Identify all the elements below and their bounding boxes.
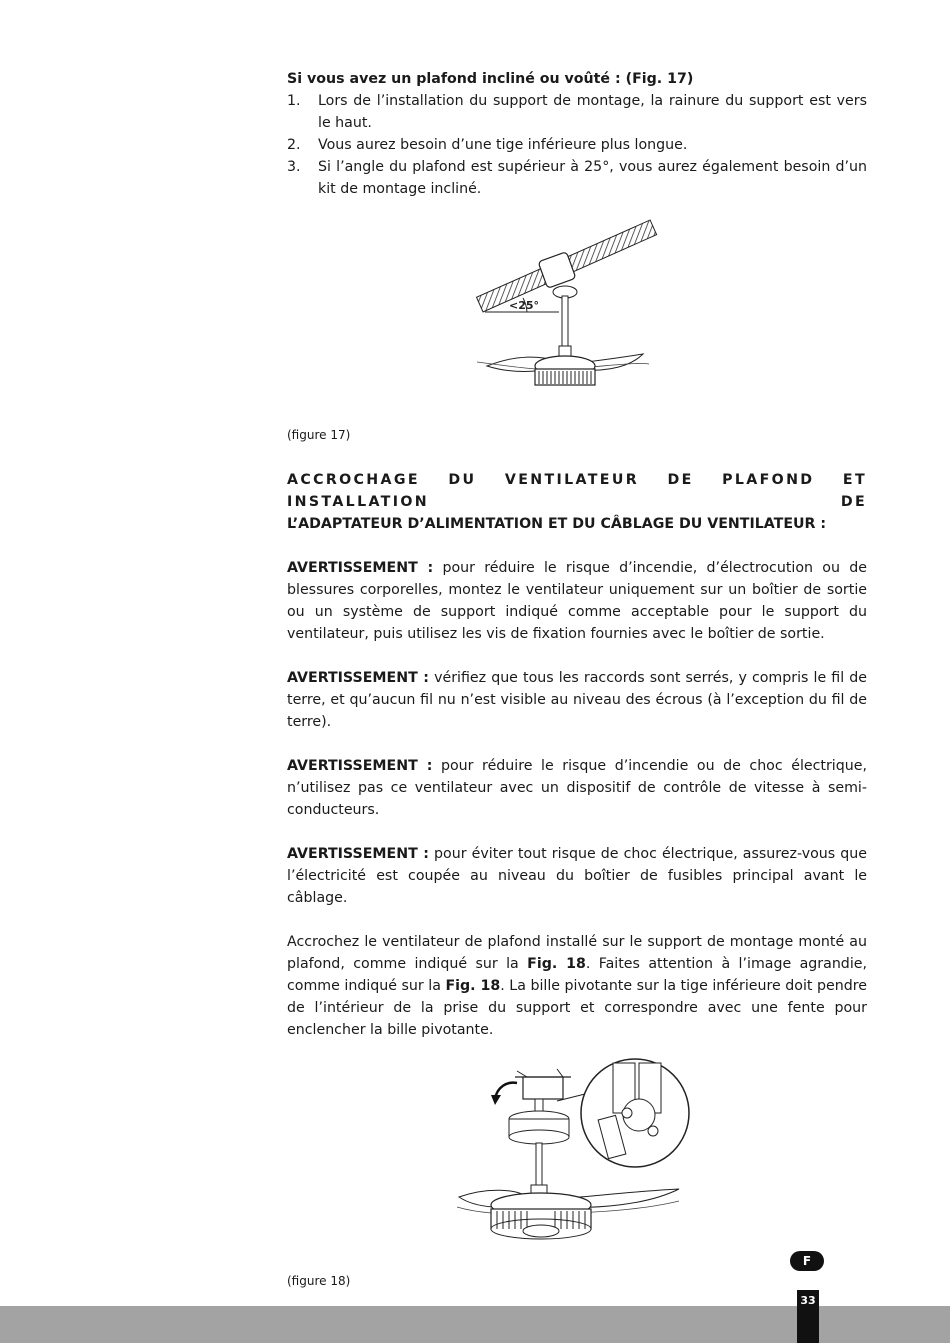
warning-paragraph: AVERTISSEMENT : pour éviter tout risque de choc électrique, assurez-vous que l’électricité est coupée au niveau du boîtier de fusibles principal avant le câblage. <box>287 846 867 906</box>
page-number: 33 <box>797 1290 819 1343</box>
list-item: 2. Vous aurez besoin d’une tige inférieure plus longue. <box>287 137 688 153</box>
steps-list <box>287 90 867 200</box>
section-heading: ACCROCHAGE DU VENTILATEUR DE PLAFOND ET INSTALLATION DE L’ADAPTATEUR D’ALIMENTATION ET DU CÂBLAGE DU VENTILATEUR : <box>287 472 867 532</box>
warning-paragraph: AVERTISSEMENT : pour réduire le risque d’incendie ou de choc électrique, n’utilisez pas ce ventilateur avec un dispositif de contrôle de vitesse à semi-conducteurs. <box>287 758 867 818</box>
language-badge: F <box>790 1251 824 1271</box>
figure-17 <box>287 216 867 416</box>
page-content <box>287 68 867 1289</box>
figure-18-caption: (figure 18) <box>287 1274 351 1288</box>
hanging-fan-diagram <box>287 1057 867 1257</box>
body-paragraph: Accrochez le ventilateur de plafond installé sur le support de montage monté au plafond, comme indiqué sur la Fig. 18. Faites attention à l’image agrandie, comme indiqué sur la Fig. 18. La bille pivotante sur la tige inférieure doit pendre de l’intérieur de la prise du support et correspondre avec une fente pour enclencher la bille pivotante. <box>287 934 867 1038</box>
warning-paragraph: AVERTISSEMENT : vérifiez que tous les raccords sont serrés, y compris le fil de terre, et qu’aucun fil nu n’est visible au niveau des écrous (à l’exception du fil de terre). <box>287 670 867 730</box>
sloped-ceiling-fan-diagram <box>287 216 867 416</box>
figure-18 <box>287 1057 867 1257</box>
angle-label: <25° <box>509 299 540 312</box>
section-title-sloped-ceiling: Si vous avez un plafond incliné ou voûté : (Fig. 17) <box>287 71 694 87</box>
warning-paragraph: AVERTISSEMENT : pour réduire le risque d’incendie, d’électrocution ou de blessures corporelles, montez le ventilateur uniquement sur un boîtier de sortie ou un système de support indiqué comme acceptable pour le support du ventilateur, puis utilisez les vis de fixation fournies avec le boîtier de sortie. <box>287 560 867 642</box>
list-item: 3. Si l’angle du plafond est supérieur à 25°, vous aurez également besoin d’un kit de montage incliné. <box>287 159 867 197</box>
figure-17-caption: (figure 17) <box>287 428 351 442</box>
list-item: 1. Lors de l’installation du support de montage, la rainure du support est vers le haut. <box>287 93 867 131</box>
